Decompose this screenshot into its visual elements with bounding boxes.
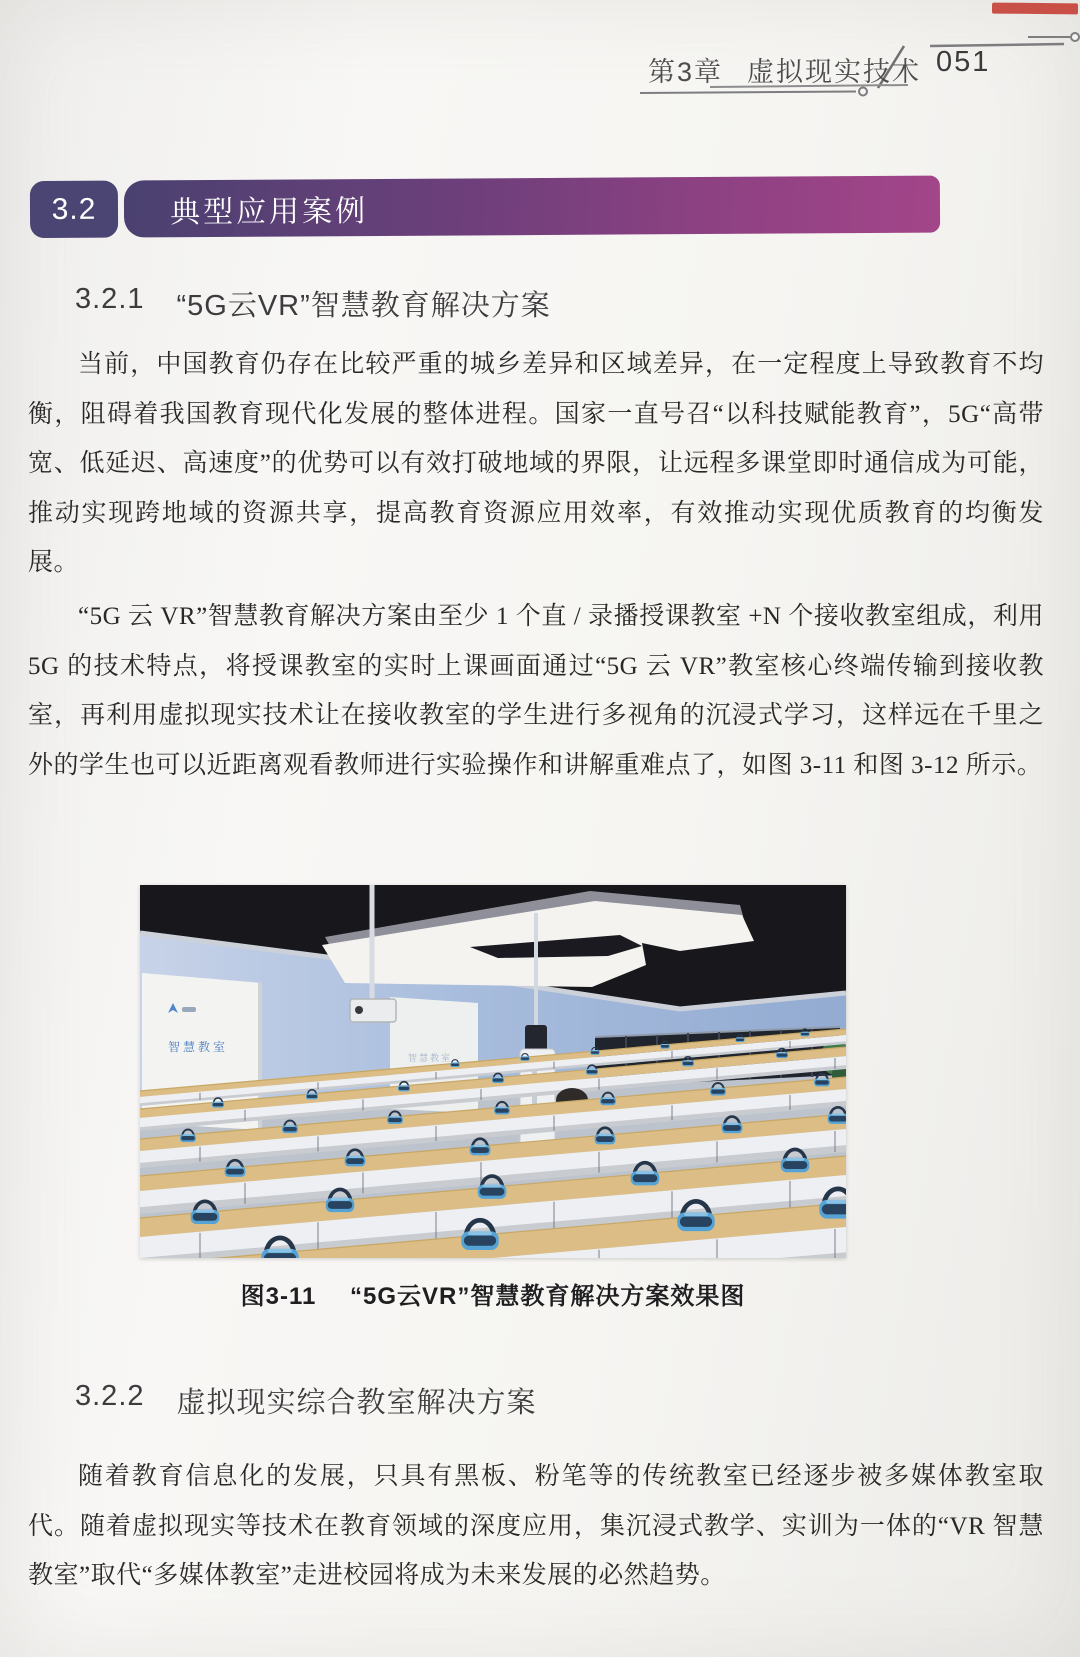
classroom-illustration bbox=[140, 885, 846, 1258]
section-number-tab: 3.2 bbox=[30, 181, 118, 239]
chapter-title: 虚拟现实技术 bbox=[747, 57, 922, 87]
paragraph: 当前，中国教育仍存在比较严重的城乡差异和区域差异，在一定程度上导致教育不均衡，阻碍着我国教育现代化发展的整体进程。国家一直号召“以科技赋能教育”，5G“高带宽、低延迟、高速度”的优势可以有效打破地域的界限，让远程多课堂即时通信成为可能，推动实现跨地域的资源共享，提高教育资源应用效率，有效推动实现优质教育的均衡发展。 bbox=[28, 351, 1044, 576]
paragraph: “5G 云 VR”智慧教育解决方案由至少 1 个直 / 录播授课教室 +N 个接收教室组成，利用 5G 的技术特点，将授课教室的实时上课画面通过“5G 云 VR”教室核心终端传输到接收教室，再利用虚拟现实技术让在接收教室的学生进行多视角的沉浸式学习，这样远在千里之外的学生也可以近距离观看教师进行实验操作和讲解重难点了，如图 3-11 和图 3-12 所示。 bbox=[28, 603, 1044, 779]
figure-caption bbox=[140, 1276, 846, 1311]
running-header bbox=[648, 50, 921, 89]
page-number: 051 bbox=[936, 46, 991, 78]
subsection-heading-322 bbox=[75, 1380, 537, 1421]
board-text: 智慧教室 bbox=[408, 1053, 453, 1063]
subsection-title: “5G云VR”智慧教育解决方案 bbox=[176, 290, 551, 322]
section-title-banner: 典型应用案例 bbox=[124, 176, 940, 238]
chapter-label: 第3章 bbox=[648, 57, 724, 87]
section-banner bbox=[0, 175, 1080, 242]
subsection-title: 虚拟现实综合教室解决方案 bbox=[176, 1387, 537, 1419]
header-end-dot bbox=[1071, 33, 1079, 41]
subsection-heading-321 bbox=[75, 283, 551, 324]
board-text: 智慧教室 bbox=[168, 1040, 229, 1054]
subsection-number: 3.2.1 bbox=[75, 283, 145, 315]
subsection-number: 3.2.2 bbox=[75, 1380, 145, 1412]
paragraph: 随着教育信息化的发展，只具有黑板、粉笔等的传统教室已经逐步被多媒体教室取代。随着虚拟现实等技术在教育领域的深度应用，集沉浸式教学、实训为一体的“VR 智慧教室”取代“多媒体教室”走进校园将成为未来发展的必然趋势。 bbox=[28, 1463, 1044, 1589]
classroom-figure bbox=[140, 885, 846, 1258]
figure-caption-title: “5G云VR”智慧教育解决方案效果图 bbox=[350, 1283, 746, 1310]
figure-caption-label: 图3-11 bbox=[240, 1283, 317, 1310]
